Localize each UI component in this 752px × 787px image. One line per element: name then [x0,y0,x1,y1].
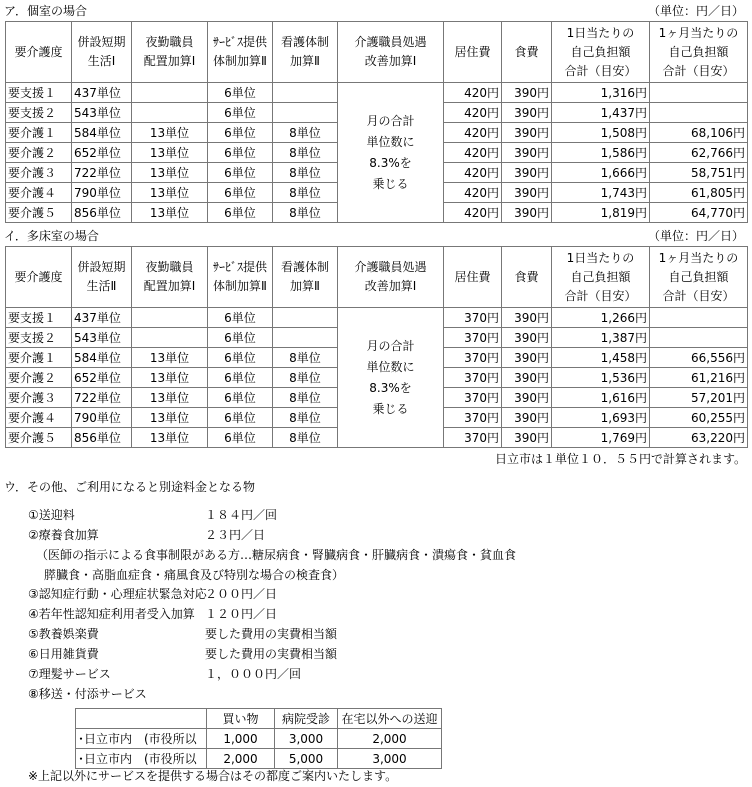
column-header: 1日当たりの 自己負担額 合計（目安） [552,22,650,83]
care-level-cell: 要介護４ [6,183,72,203]
base-units-cell: 856単位 [72,203,132,223]
monthly-total-cell: 57,201円 [650,388,748,408]
meal-fee-cell: 390円 [502,408,552,428]
housing-fee-cell: 370円 [444,368,502,388]
diet-note-line-2: 膵臓食・高脂血症食・痛風食及び特別な場合の検査食） [44,568,345,582]
service-system-addition-cell: 6単位 [208,348,273,368]
base-units-cell: 790単位 [72,183,132,203]
service-system-addition-cell: 6単位 [208,408,273,428]
column-header: 要介護度 [6,247,72,308]
daily-total-cell: 1,743円 [552,183,650,203]
housing-fee-cell: 420円 [444,103,502,123]
item-label: ⑧移送・付添サービス [28,687,147,701]
meal-fee-cell: 390円 [502,163,552,183]
footnote: ※上記以外にサービスを提供する場合はその都度ご案内いたします。 [28,769,398,783]
unit-price-note: 日立市は１単位１０．５５円で計算されます。 [494,452,746,466]
extra-item-transfer-fee [28,506,448,524]
base-units-cell: 584単位 [72,123,132,143]
night-staff-addition-cell: 13単位 [132,123,208,143]
base-units-cell: 584単位 [72,348,132,368]
meal-fee-cell: 390円 [502,348,552,368]
meal-fee-cell: 390円 [502,143,552,163]
item-value: １２０円／日 [205,607,278,621]
service-system-addition-cell: 6単位 [208,368,273,388]
base-units-cell: 437単位 [72,308,132,328]
daily-total-cell: 1,387円 [552,328,650,348]
care-level-cell: 要支援１ [6,308,72,328]
transport-header-blank [76,709,207,729]
column-header: 1ヶ月当たりの 自己負担額 合計（目安） [650,22,748,83]
extra-item-young-dementia [28,605,448,623]
nursing-addition-cell: 8単位 [273,163,338,183]
treatment-improvement-note: 月の合計 単位数に 8.3%を 乗じる [338,83,444,223]
section-a-unit: （単位：円／日） [647,4,744,18]
item-value: ２００円／日 [205,587,278,601]
night-staff-addition-cell: 13単位 [132,408,208,428]
section-a-title: ア．個室の場合 [4,4,88,18]
column-header: ｻｰﾋﾞｽ提供 体制加算Ⅱ [208,247,273,308]
service-system-addition-cell: 6単位 [208,328,273,348]
base-units-cell: 722単位 [72,388,132,408]
column-header: 併設短期 生活Ⅱ [72,247,132,308]
monthly-total-cell: 66,556円 [650,348,748,368]
nursing-addition-cell: 8単位 [273,183,338,203]
meal-fee-cell: 390円 [502,83,552,103]
item-label: ⑥日用雑貨費 [28,647,99,661]
monthly-total-cell [650,83,748,103]
extra-item-dementia-response [28,585,448,603]
extra-item-daily-goods [28,645,448,663]
column-header: 居住費 [444,247,502,308]
base-units-cell: 543単位 [72,103,132,123]
meal-fee-cell: 390円 [502,428,552,448]
base-units-cell: 652単位 [72,143,132,163]
nursing-addition-cell: 8単位 [273,428,338,448]
daily-total-cell: 1,266円 [552,308,650,328]
transport-header-row [76,709,442,729]
table-row [6,308,748,328]
monthly-total-cell: 64,770円 [650,203,748,223]
section-c-title: ウ．その他、ご利用になると別途料金となる物 [4,480,256,494]
shared-room-fee-table [5,246,748,448]
nursing-addition-cell: 8単位 [273,203,338,223]
item-value: 要した費用の実費相当額 [205,627,338,641]
care-level-cell: 要介護３ [6,388,72,408]
nursing-addition-cell: 8単位 [273,408,338,428]
transport-hospital: 5,000 [275,749,338,769]
meal-fee-cell: 390円 [502,368,552,388]
night-staff-addition-cell: 13単位 [132,143,208,163]
base-units-cell: 437単位 [72,83,132,103]
service-system-addition-cell: 6単位 [208,388,273,408]
section-b-heading [4,228,748,244]
housing-fee-cell: 370円 [444,428,502,448]
column-header: 看護体制 加算Ⅱ [273,22,338,83]
column-header: 要介護度 [6,22,72,83]
base-units-cell: 790単位 [72,408,132,428]
item-value: ２３円／日 [205,528,266,542]
column-header: 介護職員処遇 改善加算Ⅰ [338,22,444,83]
service-system-addition-cell: 6単位 [208,163,273,183]
meal-fee-cell: 390円 [502,103,552,123]
item-value: 要した費用の実費相当額 [205,647,338,661]
column-header: 1ヶ月当たりの 自己負担額 合計（目安） [650,247,748,308]
daily-total-cell: 1,693円 [552,408,650,428]
extra-item-haircut [28,665,448,683]
night-staff-addition-cell: 13単位 [132,428,208,448]
night-staff-addition-cell [132,308,208,328]
monthly-total-cell: 61,216円 [650,368,748,388]
night-staff-addition-cell: 13単位 [132,348,208,368]
base-units-cell: 722単位 [72,163,132,183]
monthly-total-cell [650,103,748,123]
diet-note-line-1: （医師の指示による食事制限がある方…糖尿病食・腎臓病食・肝臓病食・潰瘍食・貧血食 [36,548,517,562]
private-room-fee-table [5,21,748,223]
housing-fee-cell: 370円 [444,388,502,408]
housing-fee-cell: 420円 [444,203,502,223]
column-header: 食費 [502,22,552,83]
daily-total-cell: 1,819円 [552,203,650,223]
transport-header-hospital: 病院受診 [275,709,338,729]
section-a-heading [4,3,748,19]
housing-fee-cell: 420円 [444,123,502,143]
monthly-total-cell: 60,255円 [650,408,748,428]
care-level-cell: 要介護１ [6,348,72,368]
extra-item-recreation [28,625,448,643]
column-header: ｻｰﾋﾞｽ提供 体制加算Ⅱ [208,22,273,83]
daily-total-cell: 1,316円 [552,83,650,103]
monthly-total-cell: 61,805円 [650,183,748,203]
item-label: ⑦理髪サービス [28,667,111,681]
night-staff-addition-cell [132,103,208,123]
night-staff-addition-cell: 13単位 [132,163,208,183]
base-units-cell: 652単位 [72,368,132,388]
care-level-cell: 要介護３ [6,163,72,183]
monthly-total-cell: 58,751円 [650,163,748,183]
table-row [6,83,748,103]
nursing-addition-cell: 8単位 [273,123,338,143]
transport-hospital: 3,000 [275,729,338,749]
night-staff-addition-cell [132,83,208,103]
extra-item-therapeutic-diet [28,526,448,544]
nursing-addition-cell: 8単位 [273,368,338,388]
night-staff-addition-cell: 13単位 [132,368,208,388]
column-header: 1日当たりの 自己負担額 合計（目安） [552,247,650,308]
nursing-addition-cell: 8単位 [273,348,338,368]
service-system-addition-cell: 6単位 [208,103,273,123]
transport-fee-table [75,708,442,769]
item-label: ②療養食加算 [28,528,99,542]
transport-other: 2,000 [338,729,442,749]
monthly-total-cell: 62,766円 [650,143,748,163]
section-b-unit: （単位：円／日） [647,229,744,243]
monthly-total-cell [650,308,748,328]
daily-total-cell: 1,458円 [552,348,650,368]
service-system-addition-cell: 6単位 [208,203,273,223]
care-level-cell: 要介護５ [6,428,72,448]
column-header: 併設短期 生活Ⅰ [72,22,132,83]
housing-fee-cell: 370円 [444,328,502,348]
care-level-cell: 要介護４ [6,408,72,428]
transport-other: 3,000 [338,749,442,769]
care-level-cell: 要介護２ [6,368,72,388]
care-level-cell: 要介護５ [6,203,72,223]
column-header: 食費 [502,247,552,308]
section-b-title: イ．多床室の場合 [4,229,99,243]
daily-total-cell: 1,616円 [552,388,650,408]
night-staff-addition-cell: 13単位 [132,203,208,223]
meal-fee-cell: 390円 [502,183,552,203]
housing-fee-cell: 370円 [444,308,502,328]
column-header: 介護職員処遇 改善加算Ⅰ [338,247,444,308]
column-header: 夜勤職員 配置加算Ⅰ [132,22,208,83]
extra-item-transport [28,685,448,703]
monthly-total-cell: 68,106円 [650,123,748,143]
meal-fee-cell: 390円 [502,388,552,408]
care-level-cell: 要介護２ [6,143,72,163]
care-level-cell: 要支援２ [6,328,72,348]
monthly-total-cell [650,328,748,348]
nursing-addition-cell: 8単位 [273,143,338,163]
transport-shopping: 1,000 [207,729,275,749]
column-header: 居住費 [444,22,502,83]
night-staff-addition-cell: 13単位 [132,388,208,408]
table-header-row [6,247,748,308]
transport-area: ･日立市内 (市役所以 [76,729,207,749]
nursing-addition-cell [273,328,338,348]
meal-fee-cell: 390円 [502,328,552,348]
column-header: 夜勤職員 配置加算Ⅰ [132,247,208,308]
nursing-addition-cell [273,103,338,123]
housing-fee-cell: 370円 [444,408,502,428]
service-system-addition-cell: 6単位 [208,123,273,143]
service-system-addition-cell: 6単位 [208,183,273,203]
transport-area: ･日立市内 (市役所以 [76,749,207,769]
item-label: ③認知症行動・心理症状緊急対応 [28,587,207,601]
care-level-cell: 要支援１ [6,83,72,103]
table-row [76,749,442,769]
monthly-total-cell: 63,220円 [650,428,748,448]
care-level-cell: 要支援２ [6,103,72,123]
housing-fee-cell: 420円 [444,163,502,183]
meal-fee-cell: 390円 [502,308,552,328]
table-row [76,729,442,749]
treatment-improvement-note: 月の合計 単位数に 8.3%を 乗じる [338,308,444,448]
daily-total-cell: 1,586円 [552,143,650,163]
meal-fee-cell: 390円 [502,203,552,223]
transport-header-shopping: 買い物 [207,709,275,729]
care-level-cell: 要介護１ [6,123,72,143]
service-system-addition-cell: 6単位 [208,143,273,163]
transport-shopping: 2,000 [207,749,275,769]
item-value: １，０００円／回 [205,667,302,681]
service-system-addition-cell: 6単位 [208,308,273,328]
housing-fee-cell: 420円 [444,183,502,203]
nursing-addition-cell [273,83,338,103]
item-label: ①送迎料 [28,508,75,522]
base-units-cell: 543単位 [72,328,132,348]
nursing-addition-cell: 8単位 [273,388,338,408]
service-system-addition-cell: 6単位 [208,83,273,103]
housing-fee-cell: 420円 [444,143,502,163]
night-staff-addition-cell [132,328,208,348]
item-label: ④若年性認知症利用者受入加算 [28,607,195,621]
base-units-cell: 856単位 [72,428,132,448]
daily-total-cell: 1,769円 [552,428,650,448]
daily-total-cell: 1,437円 [552,103,650,123]
meal-fee-cell: 390円 [502,123,552,143]
housing-fee-cell: 370円 [444,348,502,368]
column-header: 看護体制 加算Ⅱ [273,247,338,308]
daily-total-cell: 1,666円 [552,163,650,183]
table-header-row [6,22,748,83]
daily-total-cell: 1,536円 [552,368,650,388]
housing-fee-cell: 420円 [444,83,502,103]
item-label: ⑤教養娯楽費 [28,627,99,641]
nursing-addition-cell [273,308,338,328]
night-staff-addition-cell: 13単位 [132,183,208,203]
daily-total-cell: 1,508円 [552,123,650,143]
item-value: １８４円／回 [205,508,278,522]
transport-header-other: 在宅以外への送迎 [338,709,442,729]
service-system-addition-cell: 6単位 [208,428,273,448]
